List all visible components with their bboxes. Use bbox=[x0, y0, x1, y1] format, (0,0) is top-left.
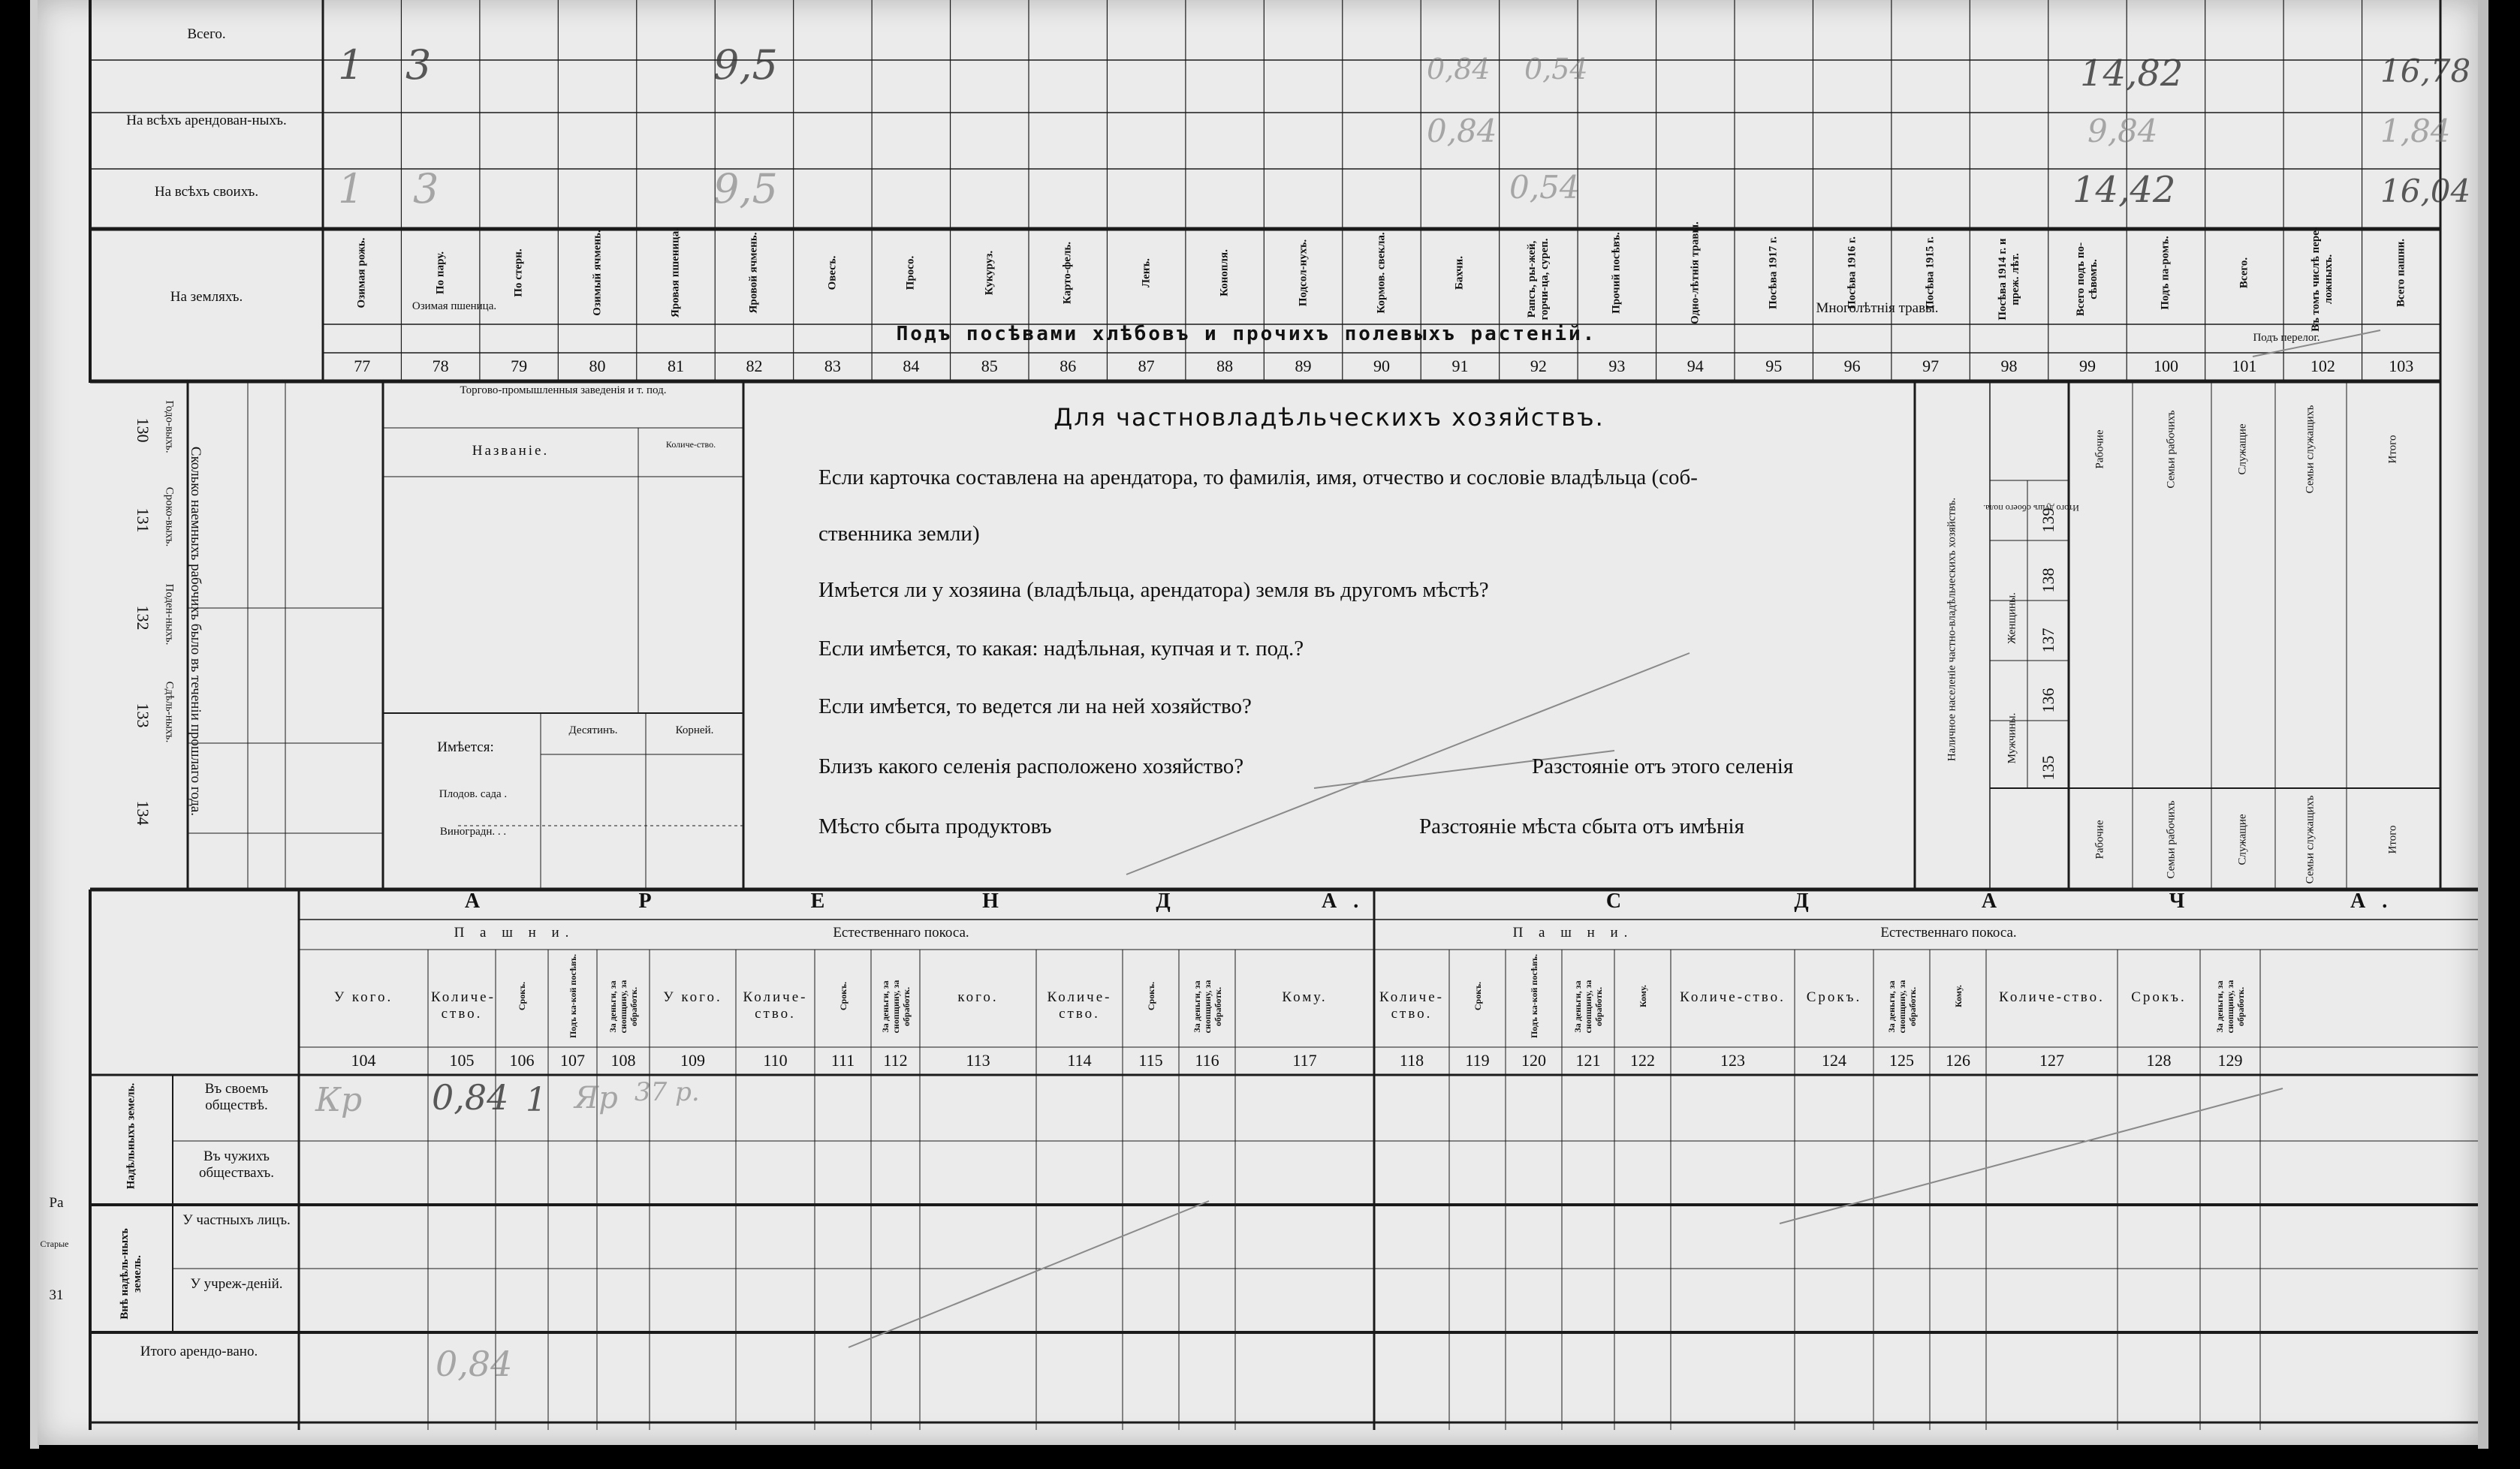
worker-column-label: Сдѣль-ныхъ. bbox=[163, 681, 176, 743]
crop-column-label: Кормов. свекла. bbox=[1375, 232, 1388, 314]
lease-column-label: Количе-ство. bbox=[1999, 989, 2105, 1005]
winter-wheat-label: Озимая пшеница. bbox=[411, 300, 497, 312]
crop-column-label: По пару. bbox=[434, 251, 447, 294]
private-estates-title: Для частновладѣльческихъ хозяйствъ. bbox=[1054, 403, 1605, 432]
lease-column-label: Срокъ. bbox=[1806, 989, 1862, 1005]
lease-column-label: У кого. bbox=[333, 989, 393, 1005]
sdacha-letter: С bbox=[1605, 890, 1638, 913]
perennial-grass-label: Многолѣтнія травы. bbox=[1816, 300, 1939, 316]
lease-column-label: За деньги, за снопщину, за обработк. bbox=[1572, 980, 1604, 1034]
hand-own-1442: 14,42 bbox=[2072, 169, 2176, 211]
question-farming: Если имѣется, то ведется ли на ней хозяйство? bbox=[818, 694, 1252, 718]
crop-column-number: 92 bbox=[1530, 357, 1547, 375]
crop-column-number: 99 bbox=[2079, 357, 2096, 375]
question-market-distance: Разстоянiе мѣста сбыта отъ имѣнiя bbox=[1419, 814, 1744, 838]
crop-column-number: 96 bbox=[1843, 357, 1861, 375]
lease-column-label: За деньги, за снопщину, за обработк. bbox=[879, 980, 912, 1034]
population-right-label: Рабочие bbox=[2093, 429, 2106, 469]
hand-own-054: 0,54 bbox=[1509, 169, 1580, 206]
hired-workers-title: Сколько наемныхъ рабочихъ было въ теченiи прошлаго года. bbox=[188, 446, 203, 817]
row-label-total: Всего. bbox=[187, 26, 226, 42]
row-total-leased: Итого арендо-вано. bbox=[140, 1344, 258, 1359]
lease-column-number: 107 bbox=[560, 1051, 585, 1070]
worker-column-number: 133 bbox=[134, 703, 152, 728]
crop-column-label: Яровой ячмень. bbox=[747, 232, 760, 314]
crop-column-number: 80 bbox=[589, 357, 606, 375]
crop-column-label: Яровая пшеница. bbox=[669, 228, 682, 318]
population-right-label-lower: Служащие bbox=[2236, 814, 2249, 865]
crop-column-label: Посѣва 1917 г. bbox=[1767, 236, 1780, 309]
lease-column-number: 112 bbox=[883, 1051, 908, 1070]
lease-column-label: кого. bbox=[957, 989, 999, 1005]
crop-column-number: 100 bbox=[2153, 357, 2178, 375]
row-institutions: У учреж-денiй. bbox=[190, 1276, 283, 1292]
lease-column-number: 116 bbox=[1195, 1051, 1219, 1070]
lease-column-number: 110 bbox=[763, 1051, 788, 1070]
lease-column-label: У кого. bbox=[663, 989, 722, 1005]
population-title: Наличное населенiе частно-владѣльческихъ хозяйствъ. bbox=[1946, 497, 1958, 762]
lease-column-number: 123 bbox=[1720, 1051, 1745, 1070]
arenda-letter: Р bbox=[638, 890, 668, 913]
worker-column-label: Годо-выхъ. bbox=[163, 400, 176, 453]
crop-column-label: Прочий посѣвъ. bbox=[1610, 232, 1623, 314]
hand-rented-984: 9,84 bbox=[2087, 113, 2158, 149]
lease-column-label: Количе-ство. bbox=[431, 989, 496, 1022]
row-other-community: Въ чужихъ обществахъ. bbox=[199, 1148, 274, 1181]
establishment-name-col: Названiе. bbox=[472, 443, 550, 459]
sown-crops-banner: Подъ посѣвами хлѣбовъ и прочихъ полевыхъ растеній. bbox=[896, 323, 1597, 345]
population-right-label-lower: Итого bbox=[2386, 825, 2399, 854]
lease-column-number: 105 bbox=[449, 1051, 475, 1070]
crop-column-number: 86 bbox=[1060, 357, 1077, 375]
hand-lease-term: 1 bbox=[526, 1081, 547, 1119]
hand-total-95: 9,5 bbox=[713, 41, 778, 89]
hand-own-95: 9,5 bbox=[713, 165, 778, 212]
lease-column-number: 111 bbox=[830, 1051, 855, 1070]
crop-column-number: 78 bbox=[432, 357, 449, 375]
lease-arable-label: П а ш н и. bbox=[454, 925, 575, 941]
allotment-lands-group: Надѣльныхъ земель. bbox=[125, 1082, 137, 1190]
hand-lease-pay: 37 р. bbox=[635, 1077, 700, 1107]
hand-lease-kr: Кр bbox=[315, 1081, 363, 1119]
hand-own-1: 1 bbox=[338, 165, 364, 212]
margin-text-2: Старые bbox=[40, 1239, 69, 1249]
lease-column-number: 117 bbox=[1292, 1051, 1317, 1070]
women-label: Женщины. bbox=[2006, 592, 2018, 644]
worker-column-label: Поден-ныхъ. bbox=[163, 583, 176, 646]
crop-column-label: Просо. bbox=[904, 255, 917, 290]
hand-own-1604: 16,04 bbox=[2380, 173, 2471, 209]
population-column-number: 136 bbox=[2039, 688, 2057, 713]
population-column-number: 135 bbox=[2039, 755, 2057, 781]
crop-column-label: Бахчи. bbox=[1453, 255, 1466, 290]
hand-total-054: 0,54 bbox=[1524, 53, 1588, 86]
population-column-number: 137 bbox=[2039, 628, 2057, 653]
crop-column-label: Конопля. bbox=[1218, 249, 1231, 297]
crop-column-label: Посѣва 1914 г. и преж. лѣт. bbox=[1996, 238, 2021, 321]
worker-column-label: Сроко-выхъ. bbox=[163, 486, 176, 547]
lease-column-number: 108 bbox=[610, 1051, 636, 1070]
total-souls-label: Итого душъ обоего пола. bbox=[1983, 503, 2079, 513]
hand-total-1678: 16,78 bbox=[2380, 53, 2471, 89]
sublet-arable-label: П а ш н и. bbox=[1512, 925, 1634, 941]
lease-column-label: Подъ ка-кой посѣвъ. bbox=[567, 953, 578, 1039]
crop-column-number: 97 bbox=[1922, 357, 1940, 375]
establishment-qty-col: Количе-ство. bbox=[665, 439, 716, 450]
row-label-rented: На всѣхъ арендован-ныхъ. bbox=[126, 113, 287, 128]
crop-column-number: 81 bbox=[668, 357, 684, 375]
crop-column-label: По стерн. bbox=[512, 248, 525, 297]
fallow-label: Подъ перелог. bbox=[2253, 332, 2320, 344]
row-label-on-lands: На земляхъ. bbox=[170, 289, 243, 305]
question-nearest-village: Близъ какого селенiя расположено хозяйство? bbox=[818, 754, 1244, 778]
crop-column-number: 79 bbox=[511, 357, 528, 375]
question-market: Мѣсто сбыта продуктовъ bbox=[818, 814, 1052, 838]
population-right-label: Семьи служащихъ bbox=[2304, 405, 2317, 494]
crop-column-label: Всего подъ по-сѣвомъ. bbox=[2075, 242, 2099, 317]
question-owner: Если карточка составлена на арендатора, то фамилiя, имя, отчество и сословiе владѣльца (соб- bbox=[818, 465, 1698, 489]
worker-column-number: 131 bbox=[134, 507, 152, 533]
sdacha-letter: А bbox=[1981, 890, 2014, 913]
crop-column-label: Въ томъ числѣ пере-ложныхъ. bbox=[2310, 227, 2335, 332]
sdacha-letter: Ч bbox=[2169, 890, 2202, 913]
crop-column-label: Одно-лѣтнія травы. bbox=[1689, 221, 1702, 324]
dessiatin-col: Десятинъ. bbox=[568, 724, 618, 736]
crop-column-number: 89 bbox=[1295, 357, 1312, 375]
hand-rented-084: 0,84 bbox=[1427, 113, 1497, 149]
question-other-land: Имѣется ли у хозяина (владѣльца, арендатора) земля въ другомъ мѣстѣ? bbox=[818, 578, 1489, 602]
lease-meadow-label: Естественнаго покоса. bbox=[833, 925, 969, 941]
crop-column-number: 88 bbox=[1216, 357, 1234, 375]
orchards-label: Плодов. сада . bbox=[439, 788, 508, 800]
men-label: Мужчины. bbox=[2006, 712, 2018, 764]
worker-column-number: 134 bbox=[134, 800, 152, 826]
arenda-letter: Д bbox=[1156, 890, 1187, 913]
census-form-sheet bbox=[38, 0, 2478, 1445]
crop-column-number: 98 bbox=[2000, 357, 2018, 375]
crop-column-number: 91 bbox=[1451, 357, 1469, 375]
hand-lease-crop: Яр bbox=[574, 1081, 618, 1115]
lease-column-number: 125 bbox=[1889, 1051, 1914, 1070]
crop-column-number: 93 bbox=[1608, 357, 1626, 375]
lease-column-number: 115 bbox=[1138, 1051, 1163, 1070]
crop-column-number: 82 bbox=[746, 357, 763, 375]
page-edge-right bbox=[2478, 0, 2488, 1449]
lease-column-number: 129 bbox=[2217, 1051, 2243, 1070]
lease-column-label: Количе-ство. bbox=[1379, 989, 1444, 1022]
arenda-letter: Е bbox=[810, 890, 842, 913]
crop-column-number: 102 bbox=[2310, 357, 2335, 375]
lease-column-label: Срокъ. bbox=[517, 981, 527, 1011]
crop-column-label: Подсол-нухъ. bbox=[1297, 239, 1310, 307]
crop-column-number: 90 bbox=[1373, 357, 1390, 375]
margin-text-1: Ра bbox=[49, 1195, 64, 1211]
crop-column-label: Всего пашни. bbox=[2395, 238, 2407, 308]
row-label-own: На всѣхъ своихъ. bbox=[154, 184, 259, 200]
sdacha-letter: А. bbox=[2350, 890, 2404, 913]
lease-column-number: 127 bbox=[2039, 1051, 2064, 1070]
crop-column-number: 103 bbox=[2389, 357, 2414, 375]
crop-column-label: Посѣва 1915 г. bbox=[1924, 236, 1937, 309]
population-right-label: Итого bbox=[2386, 435, 2399, 464]
sublet-meadow-label: Естественнаго покоса. bbox=[1880, 925, 2017, 941]
question-owner-cont: ственника земли) bbox=[818, 522, 980, 546]
arenda-letter: Н bbox=[982, 890, 1015, 913]
lease-column-label: За деньги, за снопщину, за обработк. bbox=[2214, 980, 2246, 1034]
hand-total-084: 0,84 bbox=[1427, 53, 1491, 86]
crop-column-number: 84 bbox=[903, 357, 920, 375]
question-village-distance: Разстоянiе отъ этого селенiя bbox=[1532, 754, 1794, 778]
population-right-label-lower: Семьи служащихъ bbox=[2304, 795, 2317, 884]
crop-column-number: 83 bbox=[824, 357, 841, 375]
vineyards-label: Виноградн. . . bbox=[439, 826, 507, 838]
lease-column-number: 121 bbox=[1575, 1051, 1601, 1070]
arenda-letter: А. bbox=[1322, 890, 1376, 913]
lease-column-label: Кому. bbox=[1637, 985, 1648, 1007]
crop-column-label: Посѣва 1916 г. bbox=[1846, 236, 1858, 309]
crop-column-number: 77 bbox=[354, 357, 371, 375]
crop-column-number: 87 bbox=[1138, 357, 1155, 375]
form-grid bbox=[38, 0, 2478, 1445]
hand-own-3: 3 bbox=[413, 165, 439, 212]
population-column-number: 138 bbox=[2039, 567, 2057, 593]
establishments-header: Торгово-промышленныя заведенiя и т. под. bbox=[460, 384, 667, 396]
crop-column-label: Озимая рожь. bbox=[355, 237, 368, 309]
crop-column-number: 94 bbox=[1687, 357, 1704, 375]
lease-column-label: Количе-ство. bbox=[743, 989, 808, 1022]
lease-column-number: 106 bbox=[509, 1051, 535, 1070]
lease-column-label: Кому. bbox=[1282, 989, 1328, 1005]
crop-column-label: Карто-фель. bbox=[1061, 241, 1074, 305]
lease-column-number: 122 bbox=[1630, 1051, 1655, 1070]
worker-column-number: 130 bbox=[134, 417, 152, 443]
worker-column-number: 132 bbox=[134, 605, 152, 631]
crop-column-label: Рапсъ, ры-жей, горчи-ца, суреп. bbox=[1525, 238, 1551, 321]
hand-total-1: 1 bbox=[338, 41, 364, 89]
population-right-label: Служащие bbox=[2236, 423, 2249, 475]
roots-col: Корней. bbox=[675, 724, 714, 736]
lease-column-label: Кому. bbox=[1952, 985, 1964, 1007]
population-column-number: 139 bbox=[2039, 507, 2057, 533]
arenda-letter: А bbox=[464, 890, 497, 913]
lease-column-number: 119 bbox=[1465, 1051, 1490, 1070]
crop-column-label: Кукуруз. bbox=[983, 250, 996, 296]
lease-column-number: 128 bbox=[2146, 1051, 2172, 1070]
margin-text-3: 31 bbox=[49, 1287, 64, 1303]
sdacha-letter: Д bbox=[1794, 890, 1825, 913]
population-right-label-lower: Рабочие bbox=[2093, 820, 2106, 859]
lease-column-number: 104 bbox=[351, 1051, 376, 1070]
row-own-community: Въ своемъ обществѣ. bbox=[204, 1081, 269, 1113]
lease-column-label: Количе-ство. bbox=[1047, 989, 1112, 1022]
lease-column-number: 113 bbox=[966, 1051, 990, 1070]
lease-column-label: За деньги, за снопщину, за обработк. bbox=[607, 980, 639, 1034]
crop-column-label: Озимый ячмень. bbox=[591, 230, 604, 316]
lease-column-number: 114 bbox=[1067, 1051, 1092, 1070]
population-right-label-lower: Семьи рабочихъ bbox=[2165, 800, 2178, 879]
has-label: Имѣется: bbox=[437, 739, 494, 755]
lease-column-label: Срокъ. bbox=[837, 981, 849, 1011]
lease-column-number: 126 bbox=[1946, 1051, 1970, 1070]
hand-total-3: 3 bbox=[405, 41, 432, 89]
question-land-type: Если имѣется, то какая: надѣльная, купчая и т. под.? bbox=[818, 637, 1304, 661]
crop-column-number: 101 bbox=[2232, 357, 2257, 375]
hand-total-1482: 14,82 bbox=[2080, 53, 2184, 95]
lease-column-number: 118 bbox=[1399, 1051, 1424, 1070]
crop-column-label: Всего. bbox=[2238, 257, 2250, 289]
lease-column-label: Срокъ. bbox=[2131, 989, 2187, 1005]
crop-column-label: Подъ па-ромъ. bbox=[2159, 236, 2172, 310]
lease-column-label: За деньги, за снопщину, за обработк. bbox=[1191, 980, 1223, 1034]
lease-column-label: Подъ ка-кой посѣвъ. bbox=[1528, 953, 1539, 1039]
lease-column-label: Срокъ. bbox=[1145, 981, 1156, 1011]
row-private-persons: У частныхъ лицъ. bbox=[182, 1212, 291, 1228]
non-allotment-group: Внѣ надѣль-ныхъ земель. bbox=[119, 1228, 143, 1320]
hand-rented-184: 1,84 bbox=[2380, 113, 2451, 149]
lease-column-number: 109 bbox=[680, 1051, 705, 1070]
lease-column-number: 120 bbox=[1521, 1051, 1546, 1070]
hand-total-leased: 0,84 bbox=[436, 1344, 513, 1384]
crop-column-number: 85 bbox=[981, 357, 998, 375]
crop-column-label: Овесъ. bbox=[826, 255, 839, 290]
crop-column-number: 95 bbox=[1765, 357, 1783, 375]
lease-column-label: Срокъ. bbox=[1472, 981, 1483, 1011]
lease-column-number: 124 bbox=[1822, 1051, 1846, 1070]
lease-column-label: За деньги, за снопщину, за обработк. bbox=[1885, 980, 1918, 1034]
population-right-label: Семьи рабочихъ bbox=[2165, 410, 2178, 489]
lease-column-label: Количе-ство. bbox=[1680, 989, 1786, 1005]
hand-lease-qty: 0,84 bbox=[432, 1077, 509, 1118]
crop-column-label: Ленъ. bbox=[1140, 258, 1153, 287]
